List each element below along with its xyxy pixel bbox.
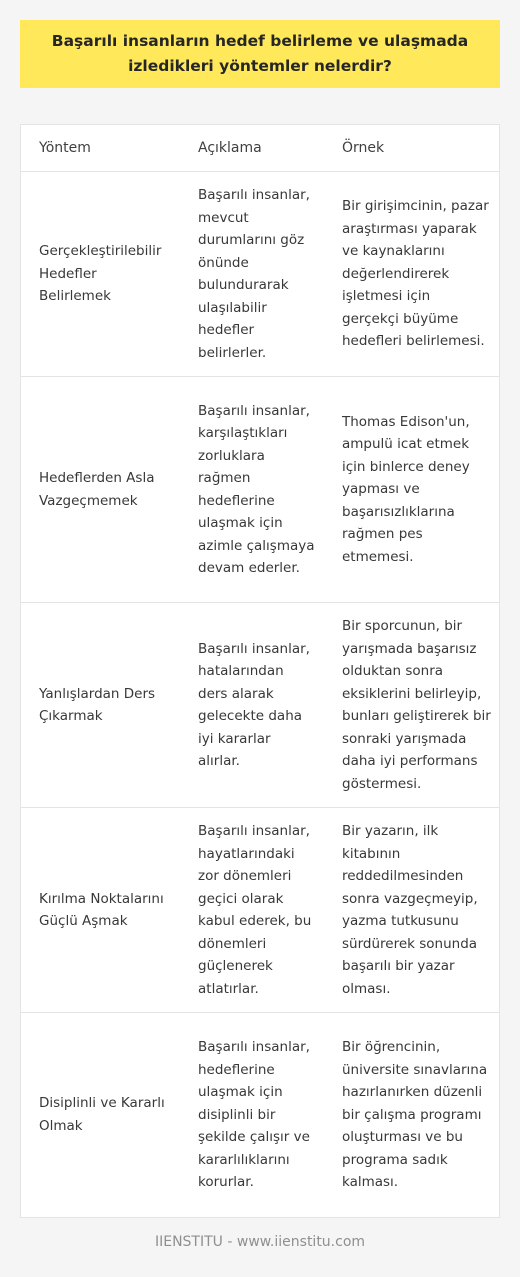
methods-table-card bbox=[20, 124, 500, 1218]
table-header-row bbox=[21, 125, 499, 172]
cell-method: Yanlışlardan Ders Çıkarmak bbox=[21, 603, 180, 808]
table-row bbox=[21, 808, 499, 1013]
cell-description: Başarılı insanlar, hatalarından ders alarak gelecekte daha iyi kararlar alırlar. bbox=[180, 603, 324, 808]
cell-example: Thomas Edison'un, ampulü icat etmek için binlerce deney yapması ve başarısızlıklarına rağmen pes etmemesi. bbox=[324, 377, 499, 603]
title-banner bbox=[20, 20, 500, 88]
table-row bbox=[21, 172, 499, 377]
methods-table bbox=[21, 125, 499, 1217]
cell-description: Başarılı insanlar, karşılaştıkları zorluklara rağmen hedeflerine ulaşmak için azimle çalışmaya devam ederler. bbox=[180, 377, 324, 603]
cell-example: Bir girişimcinin, pazar araştırması yaparak ve kaynaklarını değerlendirerek işletmesi için gerçekçi büyüme hedefleri belirlemesi. bbox=[324, 172, 499, 377]
cell-example: Bir yazarın, ilk kitabının reddedilmesinden sonra vazgeçmeyip, yazma tutkusunu sürdürerek sonunda başarılı bir yazar olması. bbox=[324, 808, 499, 1013]
cell-description: Başarılı insanlar, hedeflerine ulaşmak için disiplinli bir şekilde çalışır ve kararlılıklarını korurlar. bbox=[198, 1039, 310, 1190]
cell-example: Bir sporcunun, bir yarışmada başarısız olduktan sonra eksiklerini belirleyip, bunları geliştirerek bir sonraki yarışmada daha iyi performans göstermesi. bbox=[324, 603, 499, 808]
header-method: Yöntem bbox=[21, 125, 180, 172]
cell-method: Gerçekleştirilebilir Hedefler Belirlemek bbox=[21, 172, 180, 377]
cell-description: Başarılı insanlar, hayatlarındaki zor dönemleri geçici olarak kabul ederek, bu dönemleri güçlenerek atlatırlar. bbox=[180, 808, 324, 1013]
cell-method: Disiplinli ve Kararlı Olmak bbox=[39, 1095, 165, 1134]
cell-method: Kırılma Noktalarını Güçlü Aşmak bbox=[21, 808, 180, 1013]
cell-method: Hedeflerden Asla Vazgeçmemek bbox=[21, 377, 180, 603]
header-example: Örnek bbox=[324, 125, 499, 172]
cell-example: Bir öğrencinin, üniversite sınavlarına hazırlanırken düzenli bir çalışma programı oluşturması ve bu programa sadık kalması. bbox=[342, 1039, 488, 1190]
header-description: Açıklama bbox=[180, 125, 324, 172]
cell-description: Başarılı insanlar, mevcut durumlarını göz önünde bulundurarak ulaşılabilir hedefler belirlerler. bbox=[180, 172, 324, 377]
page-title: Başarılı insanların hedef belirleme ve ulaşmada izledikleri yöntemler nelerdir? bbox=[51, 32, 469, 75]
table-row bbox=[21, 377, 499, 603]
table-row bbox=[21, 603, 499, 808]
table-row bbox=[21, 1013, 499, 1217]
footer-credit: IIENSTITU - www.iienstitu.com bbox=[154, 1234, 366, 1250]
